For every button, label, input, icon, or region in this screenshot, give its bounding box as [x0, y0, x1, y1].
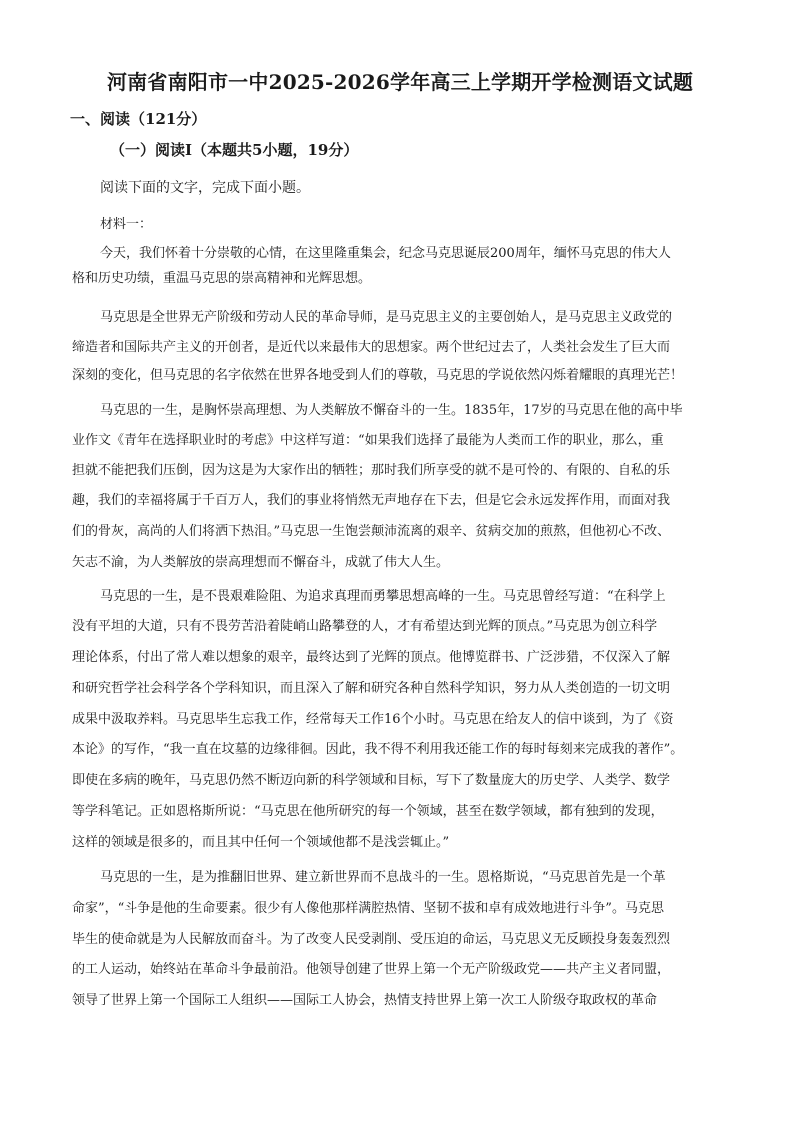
text-line: 没有平坦的大道，只有不畏劳苦沿着陡峭山路攀登的人，才有希望达到光辉的顶点。”马克思为创立科学 — [72, 619, 658, 634]
reading-instruction: 阅读下面的文字，完成下面小题。 — [100, 180, 310, 196]
text-line: 们的骨灰，高尚的人们将洒下热泪。”马克思一生饱尝颠沛流离的艰辛、贫病交加的煎熬，但他初心不改、 — [72, 524, 671, 539]
material-label: 材料一： — [100, 217, 153, 232]
text-line: 等学科笔记。正如恩格斯所说：“马克思在他所研究的每一个领域，甚至在数学领域，都有独到的发现， — [72, 804, 664, 819]
text-line: 毕生的使命就是为人民解放而奋斗。为了改变人民受剥削、受压迫的命运，马克思义无反顾投身轰轰烈烈 — [72, 932, 671, 947]
text-line: 本论》的写作，“我一直在坟墓的边缘徘徊。因此，我不得不利用我还能工作的每时每刻来完成我的著作”。 — [72, 742, 684, 757]
text-line: 格和历史功绩，重温马克思的崇高精神和光辉思想。 — [72, 271, 372, 286]
text-line: 矢志不渝，为人类解放的崇高理想而不懈奋斗，成就了伟大人生。 — [72, 555, 450, 570]
text-line: 成果中汲取养料。马克思毕生忘我工作，经常每天工作16个小时。马克思在给友人的信中谈到，为了《资 — [72, 712, 674, 727]
text-line: 缔造者和国际共产主义的开创者，是近代以来最伟大的思想家。两个世纪过去了，人类社会发生了巨大而 — [72, 340, 671, 355]
text-line: 担就不能把我们压倒，因为这是为大家作出的牺牲；那时我们所享受的就不是可怜的、有限的、自私的乐 — [72, 463, 671, 478]
section-heading: 一、阅读（121分） — [70, 110, 207, 128]
text-line: 马克思的一生，是胸怀崇高理想、为人类解放不懈奋斗的一生。1835年，17岁的马克思在他的高中毕 — [100, 403, 683, 418]
text-line: 和研究哲学社会科学各个学科知识，而且深入了解和研究各种自然科学知识，努力从人类创造的一切文明 — [72, 681, 671, 696]
text-line: 命家”，“斗争是他的生命要素。很少有人像他那样满腔热情、坚韧不拔和卓有成效地进行斗争”。马克思 — [72, 901, 664, 916]
text-line: 今天，我们怀着十分崇敬的心情，在这里隆重集会，纪念马克思诞辰200周年，缅怀马克思的伟大人 — [100, 246, 671, 261]
text-line: 的工人运动，始终站在革命斗争最前沿。他领导创建了世界上第一个无产阶级政党——共产主义者同盟， — [72, 962, 671, 977]
text-line: 业作文《青年在选择职业时的考虑》中这样写道：“如果我们选择了最能为人类而工作的职业，那么，重 — [72, 433, 664, 448]
text-line: 深刻的变化，但马克思的名字依然在世界各地受到人们的尊敬，马克思的学说依然闪烁着耀眼的真理光芒！ — [72, 368, 684, 383]
text-line: 这样的领域是很多的，而且其中任何一个领域他都不是浅尝辄止。” — [72, 835, 450, 850]
text-line: 趣，我们的幸福将属于千百万人，我们的事业将悄然无声地存在下去，但是它会永远发挥作用，而面对我 — [72, 493, 671, 508]
text-line: 马克思是全世界无产阶级和劳动人民的革命导师，是马克思主义的主要创始人，是马克思主义政党的 — [100, 310, 673, 325]
page-title: 河南省南阳市一中2025-2026学年高三上学期开学检测语文试题 — [106, 70, 694, 94]
text-line: 即使在多病的晚年，马克思仍然不断迈向新的科学领域和目标，写下了数量庞大的历史学、人类学、数学 — [72, 773, 671, 788]
text-line: 理论体系，付出了常人难以想象的艰辛，最终达到了光辉的顶点。他博览群书、广泛涉猎，不仅深入了解 — [72, 650, 671, 665]
text-line: 马克思的一生，是为推翻旧世界、建立新世界而不息战斗的一生。恩格斯说，“马克思首先是一个革 — [100, 870, 666, 885]
subsection-heading: （一）阅读Ⅰ（本题共5小题，19分） — [110, 141, 359, 159]
text-line: 领导了世界上第一个国际工人组织——国际工人协会，热情支持世界上第一次工人阶级夺取政权的革命 — [72, 993, 658, 1008]
text-line: 马克思的一生，是不畏艰难险阻、为追求真理而勇攀思想高峰的一生。马克思曾经写道：“在科学上 — [100, 589, 666, 604]
